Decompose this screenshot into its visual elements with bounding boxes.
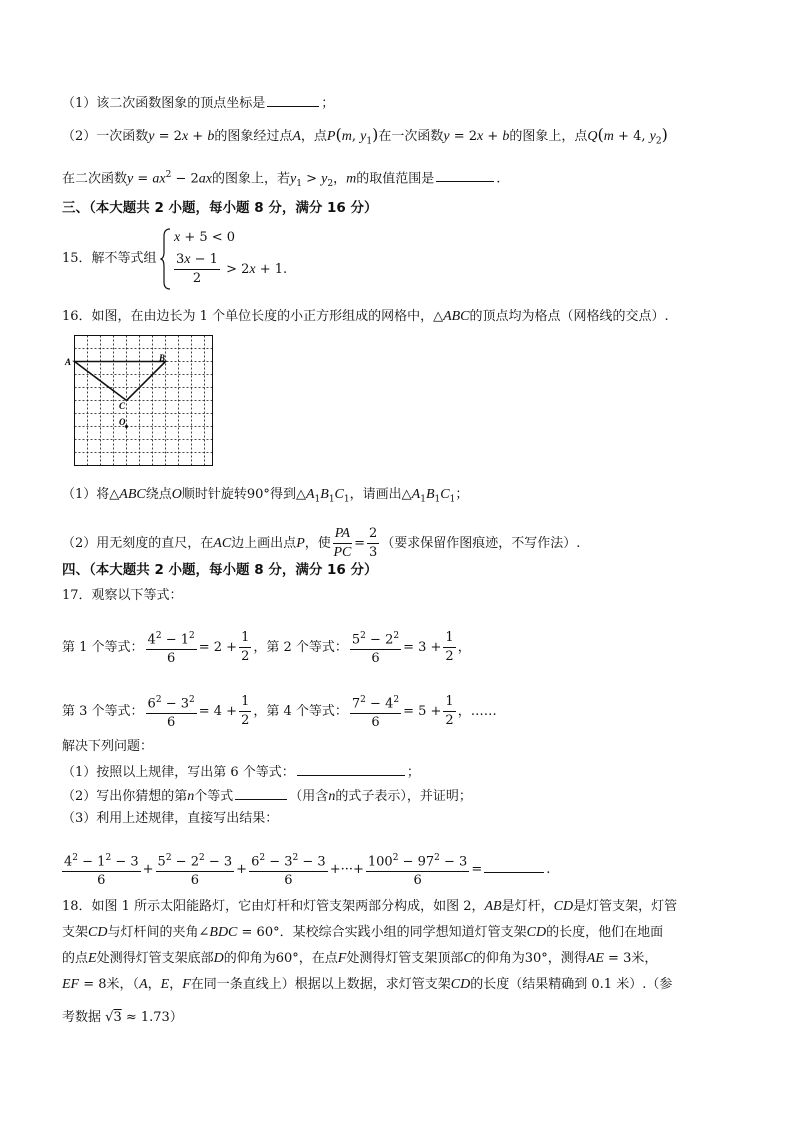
q18-line-1: 18．如图 1 所示太阳能路灯，它由灯杆和灯管支架两部分构成，如图 2，AB是灯杆，CD是灯管支架，灯管 (62, 899, 678, 914)
label-a: A (65, 357, 72, 367)
answer-blank[interactable] (267, 92, 319, 107)
q17-part1: （1）按照以上规律，写出第 6 个等式： ； (62, 761, 420, 783)
brace-icon (160, 228, 172, 290)
label-c: C (119, 401, 126, 411)
q15-ineq-2: $\frac{3x - 1}{2}$ > 2x + 1. (176, 252, 288, 286)
q17-intro: 17．观察以下等式： (62, 588, 183, 603)
q17-solve: 解决下列问题： (62, 739, 154, 754)
section-4-title: 四、（本大题共 2 小题，每小题 8 分，满分 16 分） (62, 562, 378, 578)
q15-ineq-1: x + 5 < 0 (174, 230, 236, 245)
label-b: B (159, 353, 166, 363)
q18-line-2: 支架CD与灯杆间的夹角∠BDC = 60°．某校综合实践小组的同学想知道灯管支架CD的长度，他们在地面 (62, 925, 664, 940)
q16-grid-figure (64, 334, 216, 470)
q17-eq-row-1: 第 1 个等式： $\frac{4^2 - 1^2}{6}$ = 2 + $\frac{1}{2}$ ，第 2 个等式： $\frac{5^2 - 2^2}{6}$ = 3 + $\frac{1}{2}$ ， (62, 628, 471, 667)
section-3-title: 三、（本大题共 2 小题，每小题 8 分，满分 16 分） (62, 200, 378, 216)
q16-part1: （1）将△ABC绕点O顺时针旋转90°得到$\triangle A_1B_1C_1$，请画出$\triangle A_1B_1C_1$； (62, 487, 469, 505)
q15-label: 15．解不等式组 (62, 251, 157, 266)
q17-part3: （3）利用上述规律，直接写出结果： (62, 811, 279, 826)
q14-part2-cont: 在二次函数$y = ax^2 - 2ax$的图象上，若$y_1 > y_2$，m的取值范围是 . (62, 165, 500, 194)
q18-line-5: 考数据 √3 ≈ 1.73） (62, 1010, 183, 1025)
point-o (125, 425, 128, 428)
q14-part1: （1）该二次函数图象的顶点坐标是 ； (62, 92, 334, 114)
q14-part2: （2）一次函数y = 2x + b的图象经过点A，点P(m, $y_1$)在一次函数y = 2x + b的图象上，点Q(m + 4, $y_2$) (62, 125, 668, 147)
label-o: O (119, 417, 126, 427)
answer-blank[interactable] (436, 167, 494, 182)
q18-line-3: 的点E处测得灯管支架底部D的仰角为60°，在点F处测得灯管支架顶部C的仰角为30°，测得AE = 3米， (62, 951, 658, 966)
q17-part2: （2）写出你猜想的第n个等式 （用含n的式子表示），并证明； (62, 785, 472, 807)
q17-eq-row-2: 第 3 个等式： $\frac{6^2 - 3^2}{6}$ = 4 + $\frac{1}{2}$ ，第 4 个等式： $\frac{7^2 - 4^2}{6}$ = 5 + $\frac{1}{2}$ ，…… (62, 692, 497, 731)
q16-intro: 16．如图，在由边长为 1 个单位长度的小正方形组成的网格中，△ABC的顶点均为格点（网格线的交点）. (62, 309, 669, 324)
q18-line-4: EF = 8米，（A，E，F在同一条直线上）根据以上数据，求灯管支架CD的长度（结果精确到 0.1 米）.（参 (62, 977, 673, 992)
triangle-abc (75, 362, 166, 401)
q16-part2: （2）用无刻度的直尺，在AC边上画出点P，使 $\frac{PA}{PC}$ = $\frac{2}{3}$ （要求保留作图痕迹，不写作法）. (62, 526, 581, 560)
answer-blank[interactable] (235, 785, 287, 800)
answer-blank[interactable] (484, 858, 544, 873)
answer-blank[interactable] (297, 761, 405, 776)
q17-sum: $\frac{4^2 - 1^2 - 3}{6}$ + $\frac{5^2 - 2^2 - 3}{6}$ + $\frac{6^2 - 3^2 - 3}{6}$ +···+ $\frac{100^2 - 97^2 - 3}{6}$ = . (62, 850, 550, 889)
